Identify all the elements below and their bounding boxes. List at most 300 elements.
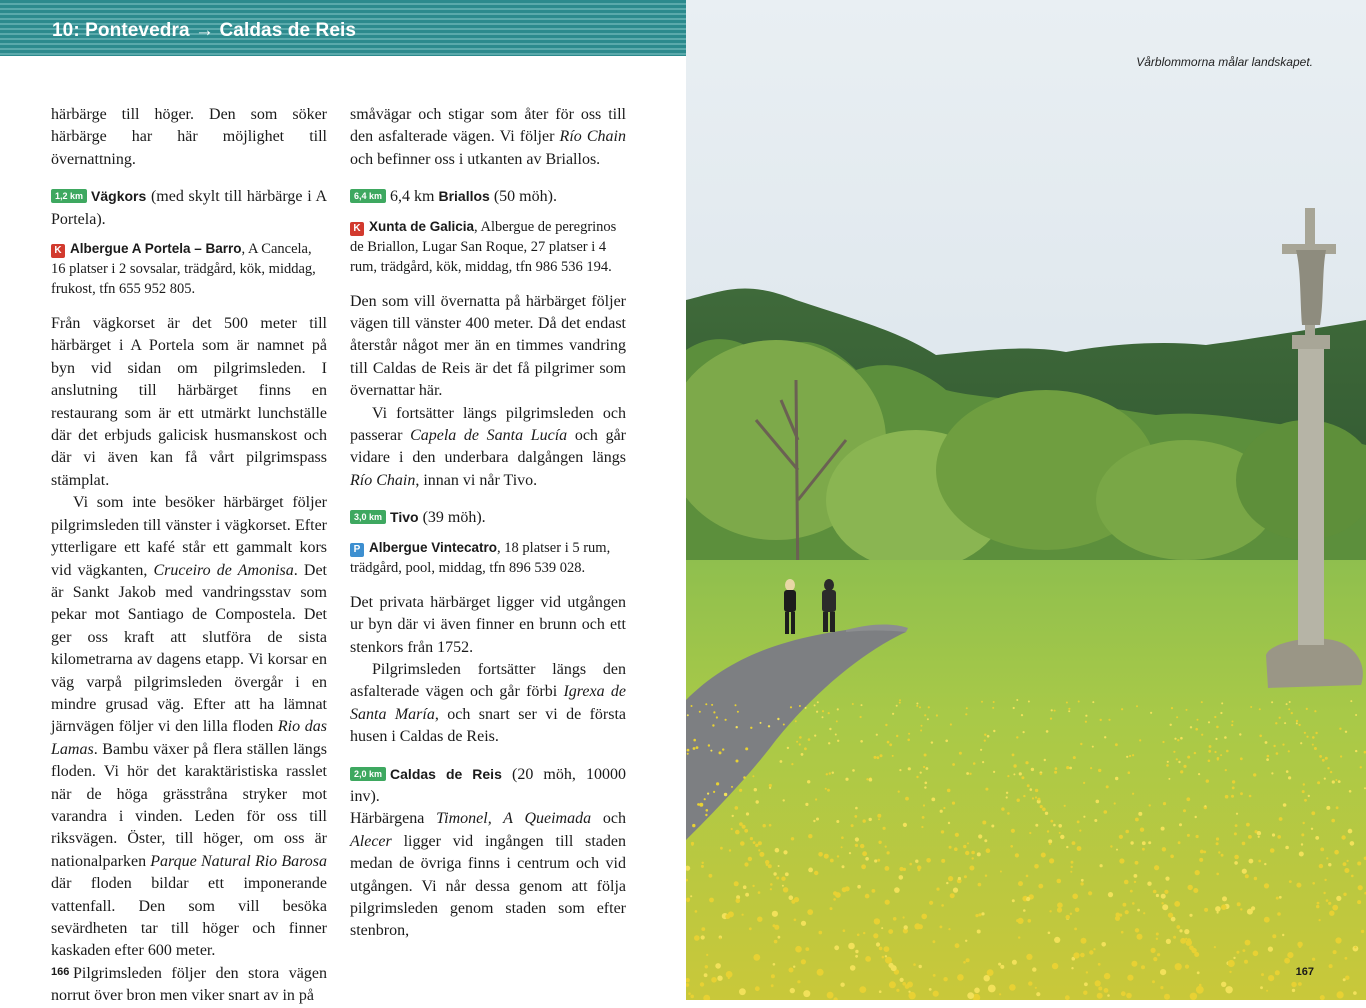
flower-speck	[1064, 805, 1066, 807]
flower-speck	[729, 849, 731, 851]
flower-speck	[793, 966, 795, 968]
flower-speck	[891, 965, 897, 971]
flower-speck	[1246, 823, 1250, 827]
flower-speck	[1100, 719, 1102, 721]
flower-speck	[1204, 908, 1208, 912]
flower-speck	[774, 940, 778, 944]
flower-speck	[899, 875, 904, 880]
flower-speck	[1335, 937, 1341, 943]
flower-speck	[1057, 879, 1062, 884]
flower-speck	[837, 708, 839, 710]
flower-speck	[818, 852, 823, 857]
private-hostel-icon: P	[350, 543, 364, 557]
lodging-name: Albergue Vintecatro	[369, 539, 498, 555]
flower-speck	[874, 859, 877, 862]
flower-speck	[693, 739, 696, 742]
flower-speck	[845, 778, 848, 781]
flower-speck	[1225, 986, 1232, 993]
flower-speck	[1000, 965, 1004, 969]
flower-speck	[941, 904, 944, 907]
flower-speck	[750, 837, 753, 840]
flower-speck	[782, 885, 784, 887]
flower-speck	[1343, 893, 1346, 896]
flower-speck	[865, 956, 871, 962]
flower-speck	[1338, 780, 1341, 783]
flower-speck	[813, 820, 815, 822]
stop-detail: (med skylt till härbärge i A Portela).	[51, 188, 327, 228]
flower-speck	[1072, 894, 1078, 900]
flower-speck	[1108, 719, 1110, 721]
flower-speck	[1035, 987, 1037, 989]
flower-speck	[819, 931, 823, 935]
flower-speck	[699, 803, 703, 807]
flower-speck	[770, 888, 772, 890]
flower-speck	[984, 839, 987, 842]
flower-speck	[1302, 790, 1305, 793]
flower-speck	[1057, 907, 1062, 912]
flower-speck	[1059, 832, 1061, 834]
flower-speck	[706, 809, 709, 812]
flower-speck	[1257, 831, 1261, 835]
flower-speck	[1134, 874, 1138, 878]
flower-speck	[1050, 820, 1053, 823]
flower-speck	[799, 736, 802, 739]
flower-speck	[999, 993, 1001, 995]
flower-speck	[874, 918, 880, 924]
flower-speck	[977, 852, 981, 856]
place-name: Parque Natural Rio Barosa	[150, 852, 327, 870]
flower-speck	[1028, 701, 1030, 703]
flower-speck	[701, 865, 704, 868]
flower-speck	[1272, 934, 1276, 938]
flower-speck	[933, 940, 936, 943]
flower-speck	[919, 965, 922, 968]
flower-speck	[1349, 790, 1352, 793]
flower-speck	[978, 883, 982, 887]
flower-speck	[1070, 913, 1072, 915]
flower-speck	[775, 848, 780, 853]
flower-speck	[769, 787, 771, 789]
flower-speck	[1286, 703, 1288, 705]
flower-speck	[905, 797, 909, 801]
flower-speck	[758, 841, 762, 845]
flower-speck	[1097, 993, 1103, 999]
flower-speck	[1174, 738, 1176, 740]
flower-speck	[963, 961, 966, 964]
flower-speck	[750, 727, 752, 729]
flower-speck	[971, 851, 975, 855]
flower-speck	[840, 983, 844, 987]
flower-speck	[1170, 724, 1172, 726]
flower-speck	[992, 707, 994, 709]
flower-speck	[1180, 737, 1183, 740]
flower-speck	[848, 943, 855, 950]
distance-badge: 2,0 km	[350, 767, 386, 781]
flower-speck	[993, 771, 995, 773]
flower-speck	[739, 789, 742, 792]
place-name: Cruceiro de Amonisa	[153, 561, 294, 579]
flower-speck	[817, 701, 819, 703]
place-name: Igrexa de Santa María	[350, 683, 627, 723]
flower-speck	[1049, 910, 1051, 912]
flower-speck	[1298, 724, 1300, 726]
flower-speck	[975, 914, 978, 917]
flower-speck	[1360, 766, 1362, 768]
flower-speck	[958, 877, 961, 880]
flower-speck	[1031, 768, 1034, 771]
flower-speck	[1292, 989, 1295, 992]
flower-speck	[974, 988, 980, 994]
flower-speck	[1220, 712, 1222, 714]
flower-speck	[1196, 835, 1199, 838]
flower-speck	[1195, 870, 1200, 875]
flower-speck	[825, 788, 827, 790]
flower-speck	[1016, 736, 1018, 738]
flower-speck	[1344, 868, 1349, 873]
flower-speck	[909, 863, 912, 866]
flower-speck	[855, 844, 858, 847]
flower-speck	[1130, 890, 1133, 893]
flower-speck	[954, 847, 958, 851]
flower-speck	[907, 982, 913, 988]
flower-speck	[725, 719, 727, 721]
flower-speck	[1341, 835, 1345, 839]
flower-speck	[695, 910, 698, 913]
flower-speck	[1317, 781, 1320, 784]
flower-speck	[1114, 802, 1116, 804]
flower-speck	[763, 824, 766, 827]
flower-speck	[1081, 879, 1084, 882]
flower-speck	[1351, 875, 1354, 878]
flower-speck	[829, 728, 831, 730]
flower-speck	[893, 917, 897, 921]
flower-speck	[1095, 980, 1101, 986]
flower-speck	[766, 863, 769, 866]
flower-speck	[888, 929, 893, 934]
flower-speck	[1287, 952, 1293, 958]
flower-speck	[1322, 759, 1325, 762]
flower-speck	[1085, 721, 1087, 723]
flower-speck	[1236, 951, 1239, 954]
flower-speck	[769, 824, 772, 827]
flower-speck	[878, 818, 880, 820]
lodging-name: Xunta de Galicia	[369, 218, 475, 234]
flower-speck	[1193, 888, 1198, 893]
flower-speck	[1054, 771, 1057, 774]
flower-speck	[749, 927, 752, 930]
flower-speck	[773, 963, 776, 966]
flower-speck	[1251, 906, 1255, 910]
flower-speck	[816, 818, 819, 821]
stop-distance-text: 6,4 km	[390, 188, 439, 206]
chapter-header	[0, 0, 686, 56]
flower-speck	[1143, 912, 1145, 914]
flower-speck	[1018, 881, 1023, 886]
flower-speck	[1104, 810, 1108, 814]
lodging-detail: , A Cancela, 16 platser i 2 sovsalar, trädgård, kök, middag, frukost, tfn 655 952 805.	[51, 241, 316, 298]
flower-speck	[1040, 773, 1042, 775]
flower-speck	[1268, 947, 1273, 952]
flower-speck	[851, 824, 854, 827]
flower-speck	[771, 974, 775, 978]
flower-speck	[885, 957, 892, 964]
flower-speck	[719, 751, 722, 754]
flower-speck	[855, 955, 858, 958]
flower-speck	[720, 847, 723, 850]
flower-speck	[1315, 836, 1319, 840]
flower-speck	[1070, 871, 1072, 873]
flower-speck	[955, 833, 959, 837]
flower-speck	[1240, 908, 1242, 910]
flower-speck	[799, 705, 801, 707]
flower-speck	[1355, 714, 1357, 716]
flower-speck	[1249, 795, 1252, 798]
flower-speck	[1258, 860, 1261, 863]
flower-speck	[948, 822, 950, 824]
flower-speck	[1079, 830, 1081, 832]
paragraph	[350, 808, 626, 942]
flower-speck	[1231, 724, 1233, 726]
flower-speck	[1271, 701, 1273, 703]
text-run: Vi som inte besöker härbärget följer pilgrimsleden till vänster i vägkorset. Efter ytterligare ett kafé står ett gammalt kors vid vägkanten,	[51, 494, 327, 579]
flower-speck	[1221, 854, 1224, 857]
flower-speck	[799, 743, 801, 745]
flower-speck	[711, 977, 717, 983]
flower-speck	[1217, 757, 1220, 760]
flower-speck	[1199, 858, 1203, 862]
flower-speck	[880, 754, 883, 757]
flower-speck	[1221, 702, 1223, 704]
flower-speck	[903, 916, 905, 918]
flower-speck	[1050, 718, 1052, 720]
flower-speck	[966, 707, 968, 709]
flower-speck	[889, 743, 892, 746]
flower-speck	[914, 923, 920, 929]
text-run: . Det är Sankt Jakob med vandringsstav som pekar mot Santiago de Compostela. Det ger oss kraft att slutföra de sista kilometrarna av dagens etapp. Vi korsar en väg varpå pilgrimsleden övergår i en mindre grusad väg. Efter att ha lämnat järnvägen följer vi den lilla floden	[51, 561, 328, 736]
flower-speck	[1304, 732, 1306, 734]
flower-speck	[1013, 764, 1016, 767]
flower-speck	[1188, 885, 1193, 890]
stop-entry-briallos	[350, 185, 626, 208]
flower-speck	[926, 858, 931, 863]
flower-speck	[903, 868, 906, 871]
flower-speck	[1026, 954, 1032, 960]
text-run: ligger vid ingången till staden medan de övriga finns i centrum och vid utgången. Vi når dessa genom att följa pilgrimsleden genom staden som efter stenbron,	[350, 832, 626, 940]
flower-speck	[965, 851, 969, 855]
flower-speck	[759, 852, 764, 857]
text-run: småvägar och stigar som åter för oss till den asfalterade vägen. Vi följer	[350, 106, 626, 146]
flower-speck	[1301, 843, 1303, 845]
flower-speck	[984, 740, 986, 742]
flower-speck	[849, 852, 851, 854]
flower-speck	[752, 885, 754, 887]
flower-speck	[923, 804, 925, 806]
flower-speck	[1326, 857, 1328, 859]
flower-speck	[1006, 792, 1008, 794]
flower-speck	[1131, 961, 1137, 967]
flower-speck	[1284, 722, 1286, 724]
flower-speck	[1001, 807, 1004, 810]
flower-speck	[1156, 894, 1159, 897]
flower-speck	[1266, 758, 1269, 761]
flower-speck	[1275, 722, 1277, 724]
flower-speck	[1206, 779, 1209, 782]
flower-speck	[921, 914, 927, 920]
flower-speck	[1010, 845, 1013, 848]
stop-entry-vagkors	[51, 185, 327, 231]
flower-speck	[1272, 833, 1275, 836]
flower-speck	[841, 846, 843, 848]
flower-speck	[857, 885, 861, 889]
photo-page	[686, 0, 1366, 1000]
flower-speck	[1216, 837, 1219, 840]
flower-speck	[1178, 841, 1181, 844]
flower-speck	[1086, 971, 1088, 973]
flower-speck	[940, 926, 943, 929]
flower-speck	[783, 724, 785, 726]
flower-speck	[745, 747, 748, 750]
flower-speck	[1326, 899, 1329, 902]
flower-speck	[1316, 905, 1319, 908]
flower-speck	[830, 859, 834, 863]
flower-speck	[1136, 705, 1138, 707]
flower-speck	[1127, 975, 1133, 981]
flower-speck	[816, 711, 818, 713]
flower-speck	[1141, 965, 1145, 969]
flower-speck	[1220, 754, 1222, 756]
flower-speck	[1176, 925, 1180, 929]
flower-speck	[822, 710, 824, 712]
flower-speck	[925, 782, 928, 785]
flower-speck	[1115, 916, 1120, 921]
flower-speck	[1153, 890, 1157, 894]
flower-speck	[1197, 719, 1199, 721]
flower-speck	[1300, 742, 1302, 744]
flower-speck	[1017, 799, 1020, 802]
flower-speck	[1032, 797, 1034, 799]
flower-speck	[801, 959, 806, 964]
flower-speck	[693, 747, 696, 750]
flower-speck	[1343, 978, 1346, 981]
flower-speck	[1286, 770, 1289, 773]
flower-speck	[1166, 764, 1169, 767]
flower-speck	[865, 857, 869, 861]
flower-speck	[1218, 851, 1220, 853]
distance-badge: 3,0 km	[350, 510, 386, 524]
flower-speck	[988, 985, 996, 993]
flower-speck	[1354, 946, 1356, 948]
flower-speck	[1273, 745, 1275, 747]
flower-speck	[1162, 904, 1168, 910]
flower-speck	[1009, 984, 1016, 991]
flower-speck	[1085, 715, 1087, 717]
flower-speck	[734, 881, 739, 886]
flower-speck	[1129, 755, 1131, 757]
flower-speck	[1121, 991, 1126, 996]
flower-speck	[1023, 731, 1025, 733]
flower-speck	[1024, 896, 1027, 899]
flower-speck	[1299, 852, 1304, 857]
flower-speck	[773, 872, 776, 875]
flower-speck	[941, 859, 945, 863]
flower-speck	[908, 733, 910, 735]
flower-speck	[1149, 804, 1151, 806]
flower-speck	[814, 871, 818, 875]
paragraph	[350, 403, 626, 493]
flower-speck	[1160, 986, 1163, 989]
flower-speck	[1312, 744, 1314, 746]
flower-speck	[874, 756, 877, 759]
flower-speck	[1179, 929, 1182, 932]
paragraph: Den som vill övernatta på härbärget följer vägen till vänster 400 meter. Då det endast återstår något mer än en timmes vandring till Caldas de Reis är det få pilgrimer som övernattar här.	[350, 292, 626, 400]
flower-speck	[859, 986, 866, 993]
flower-speck	[1073, 756, 1076, 759]
flower-speck	[1197, 971, 1200, 974]
flower-speck	[760, 722, 762, 724]
flower-speck	[719, 937, 721, 939]
text-run: Pilgrimsleden fortsätter längs den asfalterade vägen och går förbi	[350, 660, 626, 701]
flower-speck	[1319, 755, 1322, 758]
flower-speck	[795, 720, 797, 722]
flower-speck	[709, 874, 713, 878]
flower-speck	[1184, 929, 1189, 934]
flower-speck	[785, 872, 789, 876]
flower-speck	[817, 969, 824, 976]
flower-speck	[783, 850, 787, 854]
flower-speck	[1021, 776, 1024, 779]
flower-speck	[1028, 919, 1032, 923]
flower-speck	[957, 974, 964, 981]
flower-speck	[1013, 773, 1015, 775]
flower-speck	[1215, 906, 1221, 912]
flower-speck	[924, 786, 926, 788]
flower-speck	[768, 864, 772, 868]
flower-speck	[913, 963, 916, 966]
flower-speck	[1104, 988, 1109, 993]
flower-speck	[1301, 833, 1304, 836]
paragraph: Det privata härbärget ligger vid utgången ur byn där vi även finner en brunn och ett stenkors från 1752.	[350, 593, 626, 656]
flower-speck	[705, 965, 708, 968]
flower-speck	[828, 712, 830, 714]
flower-speck	[949, 846, 952, 849]
flower-speck	[1209, 745, 1212, 748]
flower-speck	[1161, 894, 1166, 899]
flower-speck	[1187, 756, 1190, 759]
page-number-right: 167	[1295, 966, 1314, 978]
flower-speck	[965, 940, 967, 942]
flower-speck	[1081, 938, 1087, 944]
flower-speck	[1066, 702, 1068, 704]
flower-speck	[742, 914, 744, 916]
flower-speck	[713, 711, 715, 713]
stop-name: Caldas de Reis	[390, 765, 502, 782]
flower-speck	[936, 714, 938, 716]
flower-speck	[985, 788, 988, 791]
flower-speck	[1201, 734, 1203, 736]
flower-speck	[1030, 788, 1033, 791]
flower-speck	[1011, 829, 1015, 833]
flower-speck	[1361, 930, 1364, 933]
flower-speck	[837, 740, 839, 742]
flower-speck	[1214, 946, 1216, 948]
flower-speck	[755, 844, 758, 847]
flower-speck	[722, 748, 724, 750]
flower-speck	[903, 823, 907, 827]
flower-speck	[1035, 789, 1038, 792]
flower-speck	[688, 992, 691, 995]
flower-speck	[1259, 708, 1261, 710]
flower-speck	[987, 735, 990, 738]
